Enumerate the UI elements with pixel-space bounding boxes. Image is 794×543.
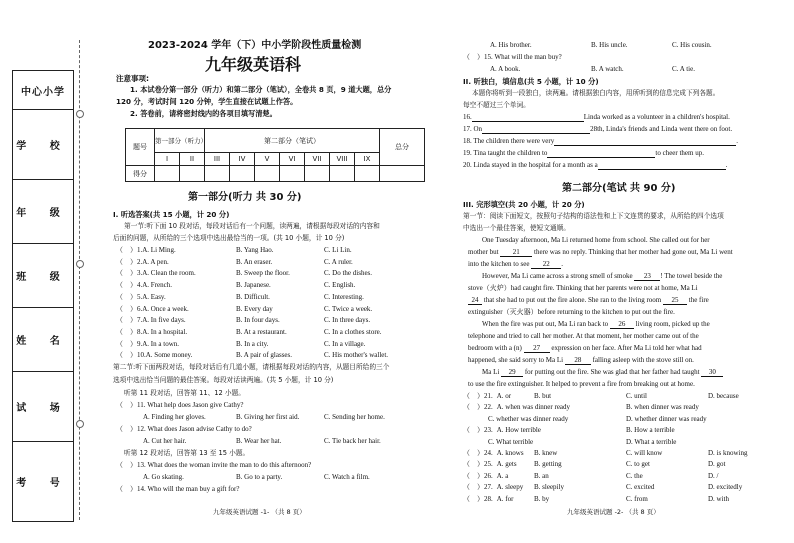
passage-text: . [561, 260, 563, 268]
choice-row-22: （ ）22. A. when was dinner ready [463, 403, 571, 412]
listening-item: （ ）3.A. Clean the room. [116, 269, 196, 278]
score-cell[interactable] [355, 166, 380, 182]
choice-a: A. a [496, 471, 509, 480]
notes-line: 120 分，考试时间 120 分钟，学生直接在试题上作答。 [116, 97, 298, 106]
option-c: C. Sending her home. [324, 413, 385, 421]
answer-paren[interactable]: （ ） [463, 483, 484, 492]
option-b: B. In four days. [236, 316, 280, 325]
item-number: 7 [137, 316, 141, 325]
choice-b: B. an [534, 471, 549, 480]
answer-paren[interactable]: （ ） [116, 316, 137, 325]
sidebar-exam-number: 考 号 [16, 477, 70, 489]
item-number: 1 [137, 246, 141, 254]
passage-line [482, 272, 722, 281]
choice-row-24: （ ）24. A. knows [463, 449, 524, 457]
option-a: A. In a town. [142, 339, 179, 348]
passage-line [468, 296, 709, 305]
blank-26[interactable]: 26 [610, 320, 634, 329]
passage-text: bedroom with a (n) [468, 344, 522, 352]
answer-blank[interactable] [547, 149, 655, 158]
choice-b: B. but [534, 392, 552, 400]
choice-row-28: （ ）28. A. for [463, 494, 514, 503]
answer-paren[interactable]: （ ） [463, 53, 484, 61]
option-c: C. Tie back her hair. [324, 437, 381, 445]
passage-text: mother but [468, 248, 499, 256]
answer-paren[interactable]: （ ） [463, 392, 484, 400]
answer-paren[interactable]: （ ） [116, 401, 137, 409]
score-table-part1-header: 第一部分（听力） [155, 129, 205, 153]
choice-number: 23 [484, 426, 491, 435]
score-cell[interactable] [280, 166, 305, 182]
option-b: B. Difficult. [236, 292, 270, 301]
option-b: B. A watch. [591, 65, 624, 73]
notes-heading: 注意事项: [116, 74, 149, 83]
choice-number: 24 [484, 449, 491, 457]
option-a: A. French. [142, 281, 172, 290]
question-15 [463, 53, 562, 62]
answer-paren[interactable]: （ ） [116, 281, 137, 290]
blank-27[interactable]: 27 [524, 344, 550, 353]
sidebar-class: 班 级 [13, 243, 73, 308]
notes-line: 1. 本试卷分第一部分（听力）和第二部分（笔试），全卷共 8 页，9 道大题，总分 [130, 85, 392, 94]
answer-paren[interactable]: （ ） [116, 257, 137, 266]
listening-item: （ ）10.A. Some money. [116, 351, 193, 360]
score-cell[interactable] [155, 166, 180, 182]
choice-c: C. until [626, 392, 648, 400]
option-a: A. His brother. [490, 41, 532, 49]
choice-number: 25 [484, 460, 491, 469]
score-cell[interactable] [380, 166, 425, 182]
choice-a: A. or [496, 392, 512, 400]
score-cell[interactable] [205, 166, 230, 182]
option-c: C. Watch a film. [324, 473, 370, 481]
choice-a: A. for [496, 494, 514, 503]
item-number: 6 [137, 304, 141, 313]
blank-21[interactable]: 21 [500, 248, 532, 257]
question-text: 14. Who will the man buy a gift for? [137, 485, 240, 493]
fill-number: 20. Linda stayed in the hospital for a month as a [463, 161, 598, 169]
fill-text: 28th, Linda's friends and Linda went there on foot. [590, 125, 733, 133]
binding-hole [76, 420, 84, 428]
blank-28[interactable]: 28 [565, 356, 591, 365]
passage-text: Ma Li [482, 368, 500, 376]
passage-line [482, 368, 723, 377]
option-c: C. In a village. [324, 339, 366, 348]
section2-title: II. 听独白，填信息(共 5 小题，计 10 分) [463, 77, 599, 86]
passage-text: for putting out the fire. She was glad that her father had taught [524, 368, 700, 376]
sidebar-grade: 年 级 [13, 179, 73, 244]
section2-instructions: 选项中选出恰当问题的最佳答案。每段对话读两遍。(共 5 小题，计 10 分) [113, 376, 334, 384]
choice-row-23: （ ）23. A. How terrible [463, 426, 541, 435]
passage-text: to [468, 380, 474, 388]
option-a: A. A pen. [142, 257, 169, 266]
fill-number: 18. The children there were very [463, 137, 555, 145]
question-13 [116, 461, 311, 470]
option-b: B. Wear her hat. [236, 437, 282, 445]
score-cell[interactable] [180, 166, 205, 182]
notes-line: 2. 答卷前，请将密封线内的各项目填写清楚。 [130, 109, 277, 118]
blank-24[interactable]: 24 [468, 296, 482, 305]
option-c: C. In a clothes store. [324, 327, 382, 336]
answer-blank[interactable] [472, 113, 584, 122]
passage-line [468, 260, 563, 269]
score-table-score-label: 得分 [126, 166, 155, 182]
choice-row-21: （ ）21. A. or [463, 392, 512, 400]
answer-paren[interactable]: （ ） [463, 426, 484, 435]
option-b: B. At a restaurant. [236, 327, 287, 336]
option-b: B. In a city. [236, 339, 269, 348]
choice-a: A. when was dinner ready [496, 403, 571, 412]
fill-number: 16. [463, 113, 472, 121]
sidebar-school: 学 校 [13, 109, 73, 180]
option-c: C. A ruler. [324, 257, 353, 266]
option-c: C. English. [324, 281, 356, 290]
choice-c: C. will know [626, 449, 663, 457]
option-a: A. Easy. [142, 292, 166, 301]
option-b: B. A pair of glasses. [236, 351, 292, 360]
passage-line [468, 248, 733, 257]
student-info-sidebar [12, 70, 74, 522]
choice-d: D. What a terrible [626, 437, 677, 446]
question-text: 11. What help does Jason give Cathy? [137, 401, 244, 409]
answer-paren[interactable]: （ ） [116, 339, 137, 348]
answer-paren[interactable]: （ ） [463, 494, 484, 503]
item-number: 9 [137, 339, 141, 348]
choice-b: B. knew [534, 449, 558, 457]
blank-30[interactable]: 30 [701, 368, 723, 377]
fill-item-20 [463, 161, 727, 170]
choice-d: D. excitedly [708, 483, 743, 492]
option-c: C. Do the dishes. [324, 269, 373, 278]
option-a: A. In a hospital. [142, 327, 188, 336]
sidebar-name: 姓 名 [13, 307, 73, 372]
option-a: A. Go skating. [143, 473, 184, 481]
option-c: C. A tie. [672, 65, 695, 73]
option-c: C. His cousin. [672, 41, 712, 49]
choice-d: D. got [708, 460, 726, 469]
choice-b: B. when dinner was ready [626, 403, 699, 412]
binding-hole [76, 110, 84, 118]
answer-paren[interactable]: （ ） [116, 269, 137, 278]
choice-number: 28 [484, 494, 491, 503]
passage-line: stove（火炉）had caught fire. Thinking that her parents were not at home, Ma Li [468, 284, 698, 292]
score-table-row-label: 题号 [126, 129, 155, 166]
fill-text: to cheer them up. [655, 149, 704, 157]
part1-title: 第一部分(听力 共 30 分) [188, 192, 302, 203]
passage-text: the fire [688, 296, 709, 304]
exam-title: 2023-2024 学年（下）中小学阶段性质量检测 [148, 40, 362, 51]
answer-paren[interactable]: （ ） [116, 246, 137, 254]
choice-a: A. gets [496, 460, 517, 469]
option-a: A. Li Ming. [142, 246, 176, 254]
subject-title: 九年级英语科 [205, 55, 302, 74]
blank-25[interactable]: 25 [663, 296, 687, 305]
answer-paren[interactable]: （ ） [116, 292, 137, 301]
option-a: A. Clean the room. [142, 269, 196, 278]
fill-item-17 [463, 125, 732, 134]
score-table-numeral: III [205, 153, 230, 166]
listening-item: （ ）6.A. Once a week. [116, 304, 189, 313]
option-b: B. Go to a party. [236, 473, 283, 481]
passage-text: use the fire extinguisher. It helped to prevent a fire from breaking out at home. [475, 380, 695, 388]
option-a: A. Finding her gloves. [143, 413, 206, 421]
fill-text: Linda worked as a volunteer in a children's hospital. [583, 113, 730, 121]
sidebar-school-center: 中心小学 [13, 71, 73, 110]
fill-item-18 [463, 137, 738, 146]
option-b: B. His uncle. [591, 41, 628, 49]
choice-number: 26 [484, 471, 491, 480]
fill-number: 17. On [463, 125, 483, 133]
choice-c: C. from [626, 494, 648, 503]
question-11 [116, 401, 243, 410]
choice-d: D. is knowing [708, 449, 748, 457]
section1-instructions: 第一节:听下面 10 段对话，每段对话后有一个问题，读两遍，请根据每段对话的内容和 [124, 222, 380, 230]
passage-text: that she had to put out the fire alone. She ran to the living room [483, 296, 662, 304]
item-number: 10 [137, 351, 144, 360]
listening-item: （ ）1.A. Li Ming. [116, 246, 176, 254]
option-c: C. Interesting. [324, 292, 364, 301]
answer-paren[interactable]: （ ） [116, 425, 137, 433]
section1-instructions: 后面的问题，从所给的三个选项中选出最恰当的一项。(共 10 小题，计 10 分) [113, 234, 345, 242]
question-text: 12. What does Jason advise Cathy to do? [137, 425, 252, 433]
choice-b: B. by [534, 494, 550, 503]
passage-line [482, 320, 710, 329]
blank-29[interactable]: 29 [501, 368, 523, 377]
section3-title: III. 完形填空(共 20 小题，计 20 分) [463, 200, 585, 209]
score-table-numeral: VI [280, 153, 305, 166]
choice-c: C. to get [626, 460, 650, 469]
option-a: A. Cut her hair. [143, 437, 187, 445]
option-b: B. Japanese. [236, 281, 271, 290]
section3-instructions: 第一节：阅读下面短文，按照句子结构的语法性和上下文连贯的要求，从所给的四个选项 [463, 212, 724, 220]
page-footer-2: 九年级英语试题 -2- （共 8 页） [567, 508, 660, 516]
choice-b: B. getting [534, 460, 562, 469]
option-c: C. Li Lin. [324, 246, 352, 254]
answer-paren[interactable]: （ ） [116, 485, 137, 493]
passage-line: One Tuesday afternoon, Ma Li returned home from school. She called out for her [482, 236, 710, 244]
answer-paren[interactable]: （ ） [463, 403, 484, 412]
fill-number: 19. Tina taught the children to [463, 149, 548, 157]
choice-number: 27 [484, 483, 491, 492]
listening-item: （ ）4.A. French. [116, 281, 172, 290]
conversation1-label: 听第 11 段对话，回答第 11、12 小题。 [124, 389, 245, 397]
passage-text: happened, she said sorry to Ma Li [468, 356, 564, 364]
answer-paren[interactable]: （ ） [463, 471, 484, 480]
answer-paren[interactable]: （ ） [116, 304, 137, 313]
choice-row-26: （ ）26. A. a [463, 471, 509, 480]
choice-b: B. How a terrible [626, 426, 675, 435]
score-cell[interactable] [255, 166, 280, 182]
section2-instructions: 每空不超过三个单词。 [463, 101, 530, 109]
passage-text: there was no reply. Thinking that her mother had gone out, Ma Li went [534, 248, 733, 256]
score-table-numeral: IV [230, 153, 255, 166]
fill-text: . [725, 161, 728, 169]
conversation2-label: 听第 12 段对话，回答第 13 至 15 小题。 [124, 449, 250, 457]
item-number: 4 [137, 281, 141, 290]
score-cell[interactable] [330, 166, 355, 182]
passage-text: ! The towel beside the [660, 272, 723, 280]
passage-text: When the fire was put out, Ma Li ran back to [482, 320, 609, 328]
score-table-total-header: 总分 [380, 129, 425, 166]
choice-a: A. knows [496, 449, 524, 457]
passage-text: falling asleep with the stove still on. [592, 356, 694, 364]
choice-number: 22 [484, 403, 491, 412]
choice-c: C. What terrible [488, 437, 534, 446]
score-cell[interactable] [230, 166, 255, 182]
answer-paren[interactable]: （ ） [463, 449, 484, 457]
option-a: A. Once a week. [142, 304, 189, 313]
score-cell[interactable] [305, 166, 330, 182]
section1-title: I. 听选答案(共 15 小题，计 20 分) [113, 210, 230, 219]
passage-line: telephone and tried to call her mother. At that moment, her mother came out of the [468, 332, 699, 340]
blank-22[interactable]: 22 [531, 260, 561, 269]
passage-line [468, 344, 702, 353]
question-text: 15. What will the man buy? [484, 53, 562, 61]
score-table-numeral: II [180, 153, 205, 166]
option-a: A. In five days. [142, 316, 186, 325]
option-b: B. An eraser. [236, 257, 273, 266]
page-footer-1: 九年级英语试题 -1- （共 8 页） [213, 508, 306, 516]
answer-blank[interactable] [482, 125, 590, 134]
section3-instructions: 中选出一个最佳答案，使短文通顺。 [463, 224, 570, 232]
option-b: B. Sweep the floor. [236, 269, 290, 278]
section2-instructions: 第二节:听下面两段对话，每段对话后有几道小题，请根据每段对话的内容，从题目所给的三个 [113, 363, 390, 371]
listening-item: （ ）8.A. In a hospital. [116, 327, 188, 336]
section2-instructions: 本题你将听到一段独白，读两遍。请根据独白内容，用所听到的信息完成下列各题。 [472, 89, 720, 97]
fill-item-19 [463, 149, 704, 158]
passage-text: into the kitchen to see [468, 260, 530, 268]
choice-a: A. How terrible [496, 426, 541, 435]
option-b: B. Yang Hao. [236, 246, 274, 254]
question-14 [116, 485, 239, 494]
choice-d: D. / [708, 471, 719, 480]
choice-c: C. whether was dinner ready [488, 414, 569, 423]
option-b: B. Every day [236, 304, 273, 313]
item-number: 8 [137, 327, 141, 336]
listening-item: （ ）9.A. In a town. [116, 339, 179, 348]
choice-row-27: （ ）27. A. sleepy [463, 483, 524, 492]
choice-d: D. because [708, 392, 739, 400]
passage-text: expression on her face. After Ma Li told her what had [551, 344, 702, 352]
binding-hole [76, 260, 84, 268]
listening-item: （ ）5.A. Easy. [116, 292, 166, 301]
blank-23[interactable]: 23 [634, 272, 660, 281]
answer-paren[interactable]: （ ） [463, 460, 484, 469]
choice-a: A. sleepy [496, 483, 524, 492]
choice-d: D. whether dinner was ready [626, 414, 707, 423]
answer-paren[interactable]: （ ） [116, 351, 137, 360]
question-text: 13. What does the woman invite the man to do this afternoon? [137, 461, 312, 469]
fill-item-16 [463, 113, 730, 122]
passage-text: However, Ma Li came across a strong smell of smoke [482, 272, 633, 280]
option-b: B. Giving her first aid. [236, 413, 300, 421]
choice-number: 21 [484, 392, 491, 400]
item-number: 5 [137, 292, 141, 301]
listening-item: （ ）2.A. A pen. [116, 257, 169, 266]
item-number: 2 [137, 257, 141, 266]
option-c: C. His mother's wallet. [324, 351, 389, 360]
answer-paren[interactable]: （ ） [116, 327, 137, 336]
score-table-numeral: V [255, 153, 280, 166]
option-a: A. Some money. [145, 351, 193, 360]
answer-blank[interactable] [554, 137, 736, 146]
choice-d: D. with [708, 494, 729, 503]
choice-c: C. the [626, 471, 643, 480]
part2-title: 第二部分(笔试 共 90 分) [562, 183, 676, 194]
choice-b: B. sleepily [534, 483, 564, 492]
option-c: C. In three days. [324, 316, 371, 325]
fill-text: . [736, 137, 738, 145]
passage-line [468, 356, 694, 365]
option-a: A. A book. [490, 65, 521, 73]
answer-paren[interactable]: （ ） [116, 461, 137, 469]
score-table-numeral: I [155, 153, 180, 166]
choice-row-25: （ ）25. A. gets [463, 460, 517, 469]
score-table-numeral: VIII [330, 153, 355, 166]
score-table [125, 128, 425, 182]
score-table-numeral: IX [355, 153, 380, 166]
score-table-part2-header: 第二部分（笔试） [205, 129, 380, 153]
passage-line: extinguisher（灭火器）before returning to the kitchen to put out the fire. [468, 308, 675, 316]
listening-item: （ ）7.A. In five days. [116, 316, 186, 325]
score-table-numeral: VII [305, 153, 330, 166]
item-number: 3 [137, 269, 141, 278]
choice-c: C. excited [626, 483, 655, 492]
answer-blank[interactable] [598, 161, 726, 170]
sidebar-exam-room: 试 场 [13, 371, 73, 442]
option-c: C. Twice a week. [324, 304, 373, 313]
passage-text: living room, picked up the [635, 320, 710, 328]
passage-line [468, 380, 695, 389]
question-12 [116, 425, 252, 434]
